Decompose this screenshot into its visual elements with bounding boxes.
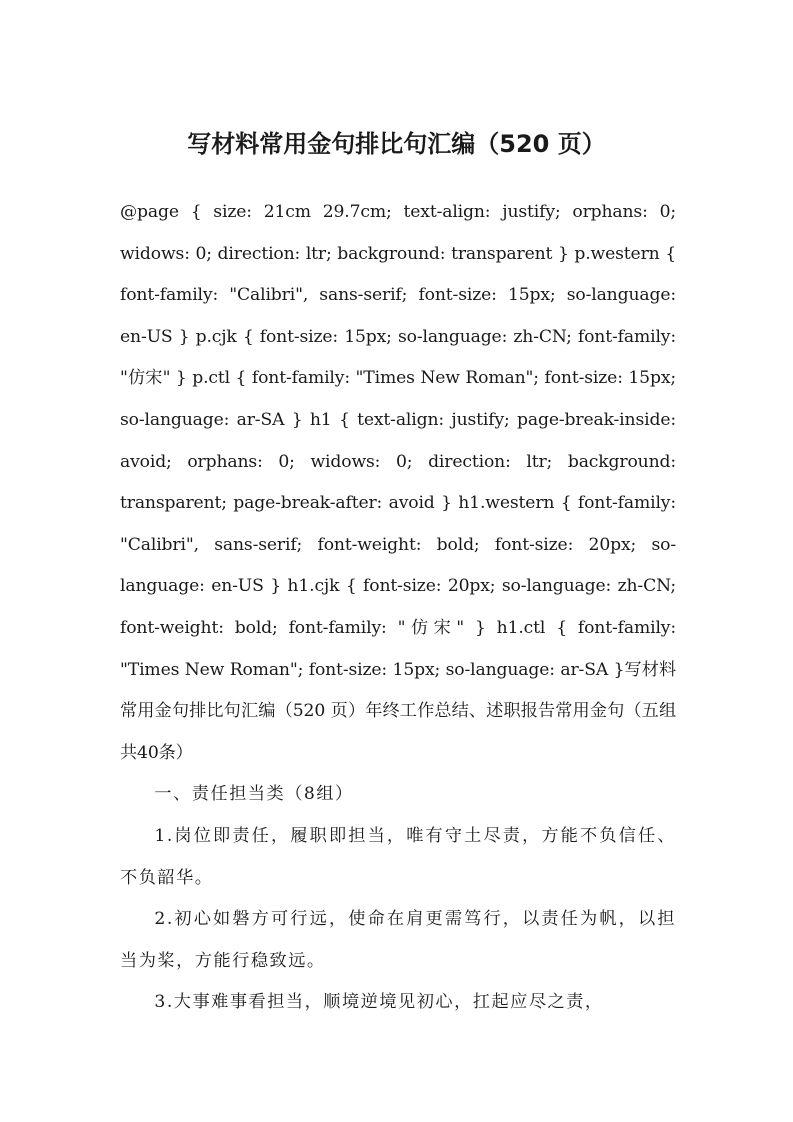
list-item: 2.初心如磐方可行远，使命在肩更需笃行，以责任为帆，以担当为桨，方能行稳致远。 bbox=[120, 909, 676, 971]
list-item: 3.大事难事看担当，顺境逆境见初心，扛起应尽之责， bbox=[154, 992, 604, 1013]
section-heading: 一、责任担当类（8组） bbox=[154, 784, 354, 805]
css-leak-paragraph: @page { size: 21cm 29.7cm; text-align: justify; orphans: 0; widows: 0; direction: ltr; background: transparent } p.western { font-family: "Calibri", sans-serif; font-size: 15px; so-language: en-US } p.cjk { font-size: 15px; so-language: zh-CN; font-family: "仿宋" } p.ctl { font-family: "Times New Roman"; font-size: 15px; so-language: ar-SA } h1 { text-align: justify; page-break-inside: avoid; orphans: 0; widows: 0; direction: ltr; background: transparent; page-break-after: avoid } h1.western { font-family: "Calibri", sans-serif; font-weight: bold; font-size: 20px; so-language: en-US } h1.cjk { font-size: 20px; so-language: zh-CN; font-weight: bold; font-family: "仿宋" } h1.ctl { font-family: "Times New Roman"; font-size: 15px; so-language: ar-SA }写材料常用金句排比句汇编（520 页）年终工作总结、述职报告常用金句（五组共40条） bbox=[120, 202, 676, 763]
document-title: 写材料常用金句排比句汇编（520 页） bbox=[187, 130, 606, 158]
document-body bbox=[120, 192, 676, 1024]
list-item: 1.岗位即责任，履职即担当，唯有守土尽责，方能不负信任、不负韶华。 bbox=[120, 825, 676, 888]
